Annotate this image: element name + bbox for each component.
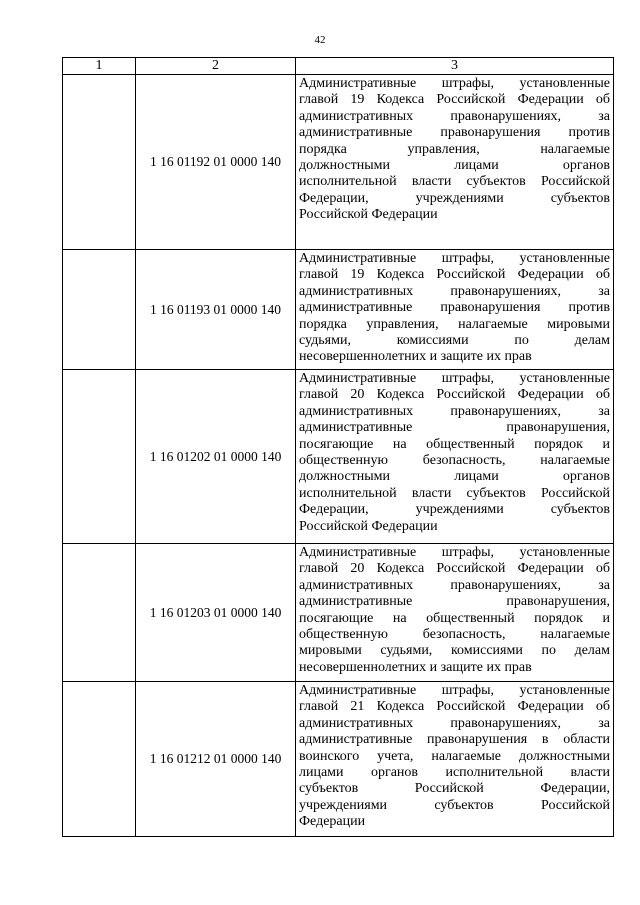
description-line: административных правонарушениях, за [299,108,610,124]
table-row [63,75,614,250]
row-number-cell [63,250,136,370]
description-line: мировыми судьями, комиссиями по делам [299,643,610,659]
description-line: несовершеннолетних и защите их прав [299,349,532,365]
column-header-3: 3 [296,58,614,75]
budget-code-cell: 1 16 01192 01 0000 140 [136,75,296,250]
description-cell [296,75,614,250]
description-line: главой 20 Кодекса Российской Федерации об [299,387,610,403]
table-header-row [63,58,614,75]
description-line: лицами органов исполнительной власти [299,765,610,781]
description-line: порядка управления, налагаемые [299,141,610,157]
description-line: учреждениями субъектов Российской [299,797,610,813]
description-line: посягающие на общественный порядок и [299,436,610,452]
description-line: должностными лицами органов [299,158,610,174]
page-number: 42 [314,34,326,46]
description-line: административных правонарушениях, за [299,577,610,593]
description-line: общественную безопасность, налагаемые [299,453,610,469]
description-line: главой 19 Кодекса Российской Федерации об [299,92,610,108]
description-line: порядка управления, налагаемые мировыми [299,316,610,332]
description-line: административные правонарушения против [299,125,610,141]
description-line: административных правонарушениях, за [299,715,610,731]
table-row [63,370,614,544]
row-number-cell [63,75,136,250]
description-line: несовершеннолетних и защите их прав [299,659,532,675]
budget-code-cell: 1 16 01193 01 0000 140 [136,250,296,370]
table-row [63,682,614,837]
description-line: Федерации, учреждениями субъектов [299,190,610,206]
description-line: посягающие на общественный порядок и [299,610,610,626]
description-line: судьями, комиссиями по делам [299,333,610,349]
description-line: административные правонарушения, [299,420,610,436]
description-line: административных правонарушениях, за [299,283,610,299]
description-line: исполнительной власти субъектов Российской [299,174,610,190]
description-line: Административные штрафы, установленные [299,371,610,386]
description-line: административных правонарушениях, за [299,403,610,419]
budget-code-cell: 1 16 01202 01 0000 140 [136,370,296,544]
description-line: главой 20 Кодекса Российской Федерации об [299,561,610,577]
description-line: главой 19 Кодекса Российской Федерации об [299,267,610,283]
description-line: Федерации, учреждениями субъектов [299,502,610,518]
table-row [63,250,614,370]
row-number-cell [63,544,136,682]
description-line: административные правонарушения, [299,594,610,610]
row-number-cell [63,682,136,837]
budget-code-cell: 1 16 01203 01 0000 140 [136,544,296,682]
description-line: Административные штрафы, установленные [299,683,610,698]
description-line: воинского учета, налагаемые должностными [299,748,610,764]
column-header-2: 2 [136,58,296,75]
description-line: исполнительной власти субъектов Российской [299,485,610,501]
description-line: Российской Федерации [299,518,438,534]
description-cell [296,682,614,837]
description-cell [296,544,614,682]
description-line: Российской Федерации [299,207,438,223]
description-line: административные правонарушения против [299,300,610,316]
description-line: Федерации [299,814,366,830]
description-line: Административные штрафы, установленные [299,545,610,560]
column-header-1: 1 [63,58,136,75]
description-line: главой 21 Кодекса Российской Федерации об [299,699,610,715]
row-number-cell [63,370,136,544]
description-line: Административные штрафы, установленные [299,251,610,266]
description-line: общественную безопасность, налагаемые [299,627,610,643]
description-cell [296,370,614,544]
budget-codes-table [62,57,614,837]
description-line: Административные штрафы, установленные [299,76,610,91]
description-line: должностными лицами органов [299,469,610,485]
description-line: административные правонарушения в области [299,732,610,748]
description-cell [296,250,614,370]
budget-code-cell: 1 16 01212 01 0000 140 [136,682,296,837]
table-row [63,544,614,682]
description-line: субъектов Российской Федерации, [299,781,610,797]
